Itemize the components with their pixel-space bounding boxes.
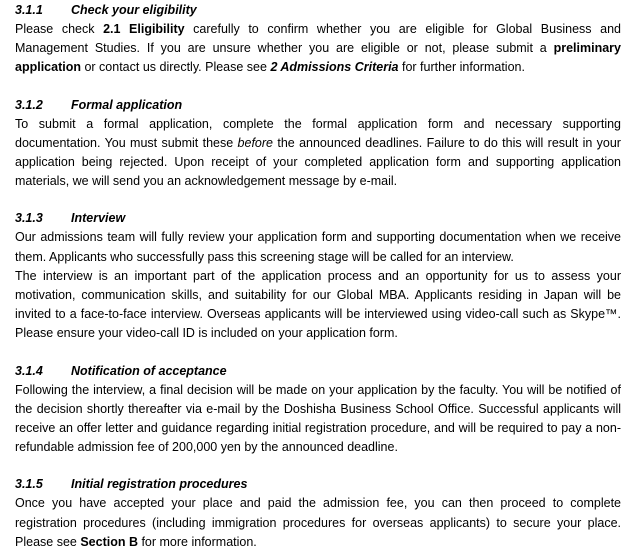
section-heading xyxy=(15,209,621,228)
paragraph-text: Our admissions team will fully review your application form and supporting documentation when we receive them. Applicants who successfully pass this screening stage will be called for an interview. xyxy=(15,230,621,264)
section-paragraph xyxy=(15,228,621,266)
section-paragraph xyxy=(15,267,621,344)
paragraph-text: carefully to confirm whether you are eligible for Global Business and Management Studies. If you are unsure whether you are eligible or not, please submit a xyxy=(15,22,621,56)
section-heading xyxy=(15,96,621,115)
paragraph-text: Please check xyxy=(15,22,104,36)
section-number: 3.1.2 xyxy=(15,97,43,112)
section-title: Notification of acceptance xyxy=(71,363,227,378)
paragraph-text: Once you have accepted your place and paid the admission fee, you can then proceed to complete registration procedures (including immigration procedures for overseas applicants) to secure your place. Please see xyxy=(15,496,621,549)
section-heading xyxy=(15,1,621,20)
section-title: Check your eligibility xyxy=(71,3,197,17)
section-title: Interview xyxy=(71,211,126,226)
section-b-reference: Section B xyxy=(80,534,138,549)
section-number: 3.1.3 xyxy=(15,211,43,226)
section-heading xyxy=(15,475,621,494)
paragraph-text: or contact us directly. Please see xyxy=(80,60,271,75)
section-formal-application xyxy=(15,96,621,192)
admissions-criteria-reference: 2 Admissions Criteria xyxy=(270,60,399,75)
section-interview xyxy=(15,209,621,343)
section-paragraph xyxy=(15,115,621,192)
paragraph-text: for further information. xyxy=(398,60,525,75)
section-check-eligibility xyxy=(15,1,621,78)
section-paragraph xyxy=(15,494,621,552)
section-number: 3.1.1 xyxy=(15,3,43,17)
section-number: 3.1.4 xyxy=(15,363,43,378)
section-initial-registration xyxy=(15,475,621,552)
paragraph-text: To submit a formal application, complete the formal application form and necessary supporting documentation. You must submit these xyxy=(15,116,621,150)
section-paragraph xyxy=(15,20,621,78)
paragraph-text: for more information. xyxy=(137,534,257,549)
emphasis-text: before xyxy=(237,135,273,150)
section-heading xyxy=(15,362,621,381)
eligibility-reference: 2.1 Eligibility xyxy=(103,22,185,36)
section-title: Formal application xyxy=(71,97,183,112)
section-number: 3.1.5 xyxy=(15,477,43,492)
section-title: Initial registration procedures xyxy=(71,477,248,492)
preliminary-application-reference: preliminary application xyxy=(15,41,621,75)
paragraph-text: Following the interview, a final decision will be made on your application by the faculty. You will be notified of the decision shortly thereafter via e-mail by the Doshisha Business School Office. Successful applicants will receive an offer letter and guidance regarding initial registration procedure, and will be required to pay a non-refundable admission fee of 200,000 yen by the announced deadline. xyxy=(15,382,621,455)
paragraph-text: the announced deadlines. Failure to do this will result in your application being rejected. Upon receipt of your completed application form and supporting application materials, we will send you an acknowledgement message by e-mail. xyxy=(15,135,621,189)
section-paragraph xyxy=(15,381,621,458)
paragraph-text: The interview is an important part of the application process and an opportunity for us to assess your motivation, communication skills, and suitability for our Global MBA. Applicants residing in Japan will be invited to a face-to-face interview. Overseas applicants will be interviewed using video-call such as Skype™. Please ensure your video-call ID is included on your application form. xyxy=(15,268,621,341)
section-notification-of-acceptance xyxy=(15,362,621,458)
